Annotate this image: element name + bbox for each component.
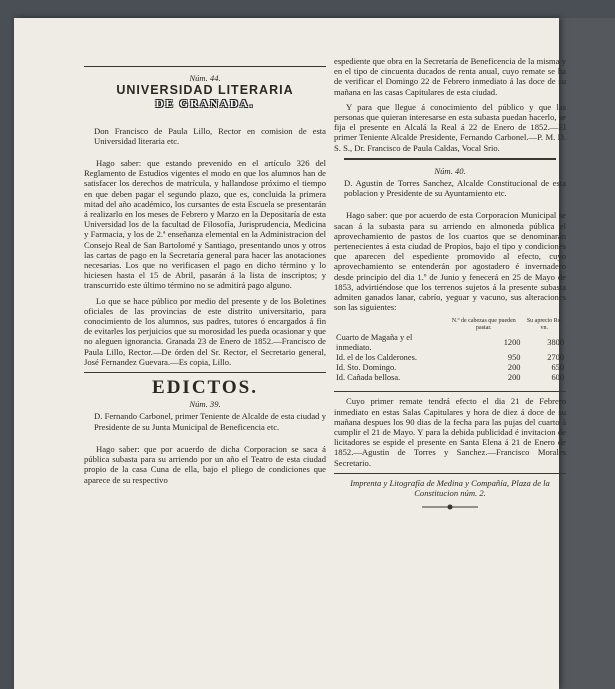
notice-39-closing: Y para que llegue á conocimiento del público y que las personas que quieran interesarse en esta subasta puedan hacerlo, se fija el presente en Alcalá la Real á 22 de Enero de 1852.—El primer Teniente Alcalde Presidente, Fernando Carbonel.—P. M. D. S. S., Dr. Francisco de Paula Caldas, Vocal Srio.	[334, 101, 566, 153]
ornament-icon	[334, 503, 566, 513]
edictos-heading: EDICTOS.	[152, 377, 258, 399]
table-row: Cuarto de Magaña y el inmediato. 1200 3800	[336, 333, 564, 353]
newspaper-page	[14, 18, 566, 689]
rector-heading: Don Francisco de Paula Lillo, Rector en comision de esta Universidad literaria etc.	[94, 125, 326, 146]
table-header-price: Su aprecio Rs. vn.	[526, 318, 562, 332]
granada-title: DE GRANADA.	[155, 98, 255, 111]
notice-44-closing: Lo que se hace público por medio del presente y de los Boletines oficiales de las provincias de este distrito universitario, para conocimiento de los alumnos, sus padres, tutores ó encargados á fin de evitarles los perjuicios que su morosidad les pueda ocasionar y que no aleguen ignorancia. Granada 23 de Enero de 1852.—Francisco de Paula Lillo, Rector.—De órden del Sr. Rector, el Secretario general, José Fernandez Guevara.—Es copia, Lillo.	[84, 295, 326, 367]
pasture-table	[334, 317, 566, 383]
notice-39-continued: espediente que obra en la Secretaría de Beneficencia de la misma y en el tipo de cincuenta ducados de renta anual, cuyo remate se ha de verificar el Domingo 22 de Febrero inmediato á las doce de su mañana en las casas Capitulares de esta ciudad.	[334, 56, 566, 97]
divider	[334, 473, 566, 474]
table-row: Id. el de los Calderones. 950 2700	[336, 353, 564, 363]
table-header-heads: N.º de cabezas que pueden pastar.	[451, 318, 516, 332]
divider	[84, 372, 326, 373]
university-title: UNIVERSIDAD LITERARIA	[116, 83, 294, 98]
notice-number-40: Núm. 40.	[434, 165, 466, 176]
notice-39-body: Hago saber: que por acuerdo de dicha Corporacion se saca á pública subasta para su arriendo por un año el Teatro de esta ciudad propio de la casa Cuna de ella, bajo el pliego de condiciones que aparece de su respectivo	[84, 443, 326, 485]
notice-44-body: Hago saber: que estando prevenido en el artículo 326 del Reglamento de Estudios vigentes el modo en que los alumnos han de satisfacer los derechos de matrícula, y hallandose próximo el tiempo en que deben pagar el segundo plazo, que es, concluida la primera mitad del año académico, los cursantes de esta Escuela se presentarán á realizarlo en los meses de Febrero y Marzo en la Depositaría de esta Universidad los de la facultad de Filosofía, Jurisprudencia, Medicina y Farmacia, y los de 2.ª enseñanza elemental en la Administracion del Consejo Real de San Bartolomé y Santiago, presentando unos y otros las cartas de pago en la Secretaría general para hacer las anotaciones necesarias. Los que no verificasen el pago en dicho término y lo hiciesen hasta el 15 de Abril, pasarán á la lista de inscriptos; y transcurrido este último término no se admitirá pago alguno.	[84, 158, 326, 291]
right-column	[334, 56, 566, 514]
table-row: Id. Sto. Domingo. 200 650	[336, 363, 564, 373]
notice-40-body: Hago saber: que por acuerdo de esta Corporacion Municipal se sacan á la subasta para su arriendo en almoneda pública el aprovechamiento de pastos de los cuartos que se denominarán pertenecientes á esta ciudad de Propios, bajo el tipo y condiciones que aparecen del espediente promovido al efecto, cuyo aprovechamiento se entenderán por agostadero é invernadero desde principio del dia 1.º de Junio y fenecerá en 25 de Mayo de 1853, advirtiéndose que los terrenos sujetos á la presente subasta admiten ganados lanar, cabrío, yeguar y vacuno, sus alteraciones son las siguientes:	[334, 210, 566, 313]
notice-40-closing: Cuyo primer remate tendrá efecto el dia 21 de Febrero inmediato en estas Salas Capitulares y hora de diez á doce de su mañana despues los 90 dias de la fecha para las pujas del cuarto á cumplir el 21 de Mayo. Y para la debida publicidad é invitacion de licitadores se espide el presente en Santa Elena á 21 de Enero de 1852.—Agustin de Torres y Sanchez.—Francisco Morales Secretario.	[334, 396, 566, 468]
background-edge	[559, 18, 615, 689]
left-column	[84, 62, 326, 490]
divider	[334, 391, 566, 392]
top-rule	[84, 66, 326, 67]
notice-number-39: Núm. 39.	[189, 399, 221, 410]
notice-39-heading: D. Fernando Carbonel, primer Teniente de Alcalde de esta ciudad y Presidente de su Junta Municipal de Beneficencia etc.	[94, 411, 326, 432]
divider	[344, 158, 556, 160]
notice-40-heading: D. Agustin de Torres Sanchez, Alcalde Constitucional de esta poblacion y Presidente de su Ayuntamiento etc.	[344, 178, 566, 199]
table-row: Id. Cañada bellosa. 200 600	[336, 373, 564, 383]
printer-imprint: Imprenta y Litografía de Medina y Compañía, Plaza de la Constitucion núm. 2.	[350, 477, 550, 499]
notice-number-44: Núm. 44.	[189, 73, 221, 83]
